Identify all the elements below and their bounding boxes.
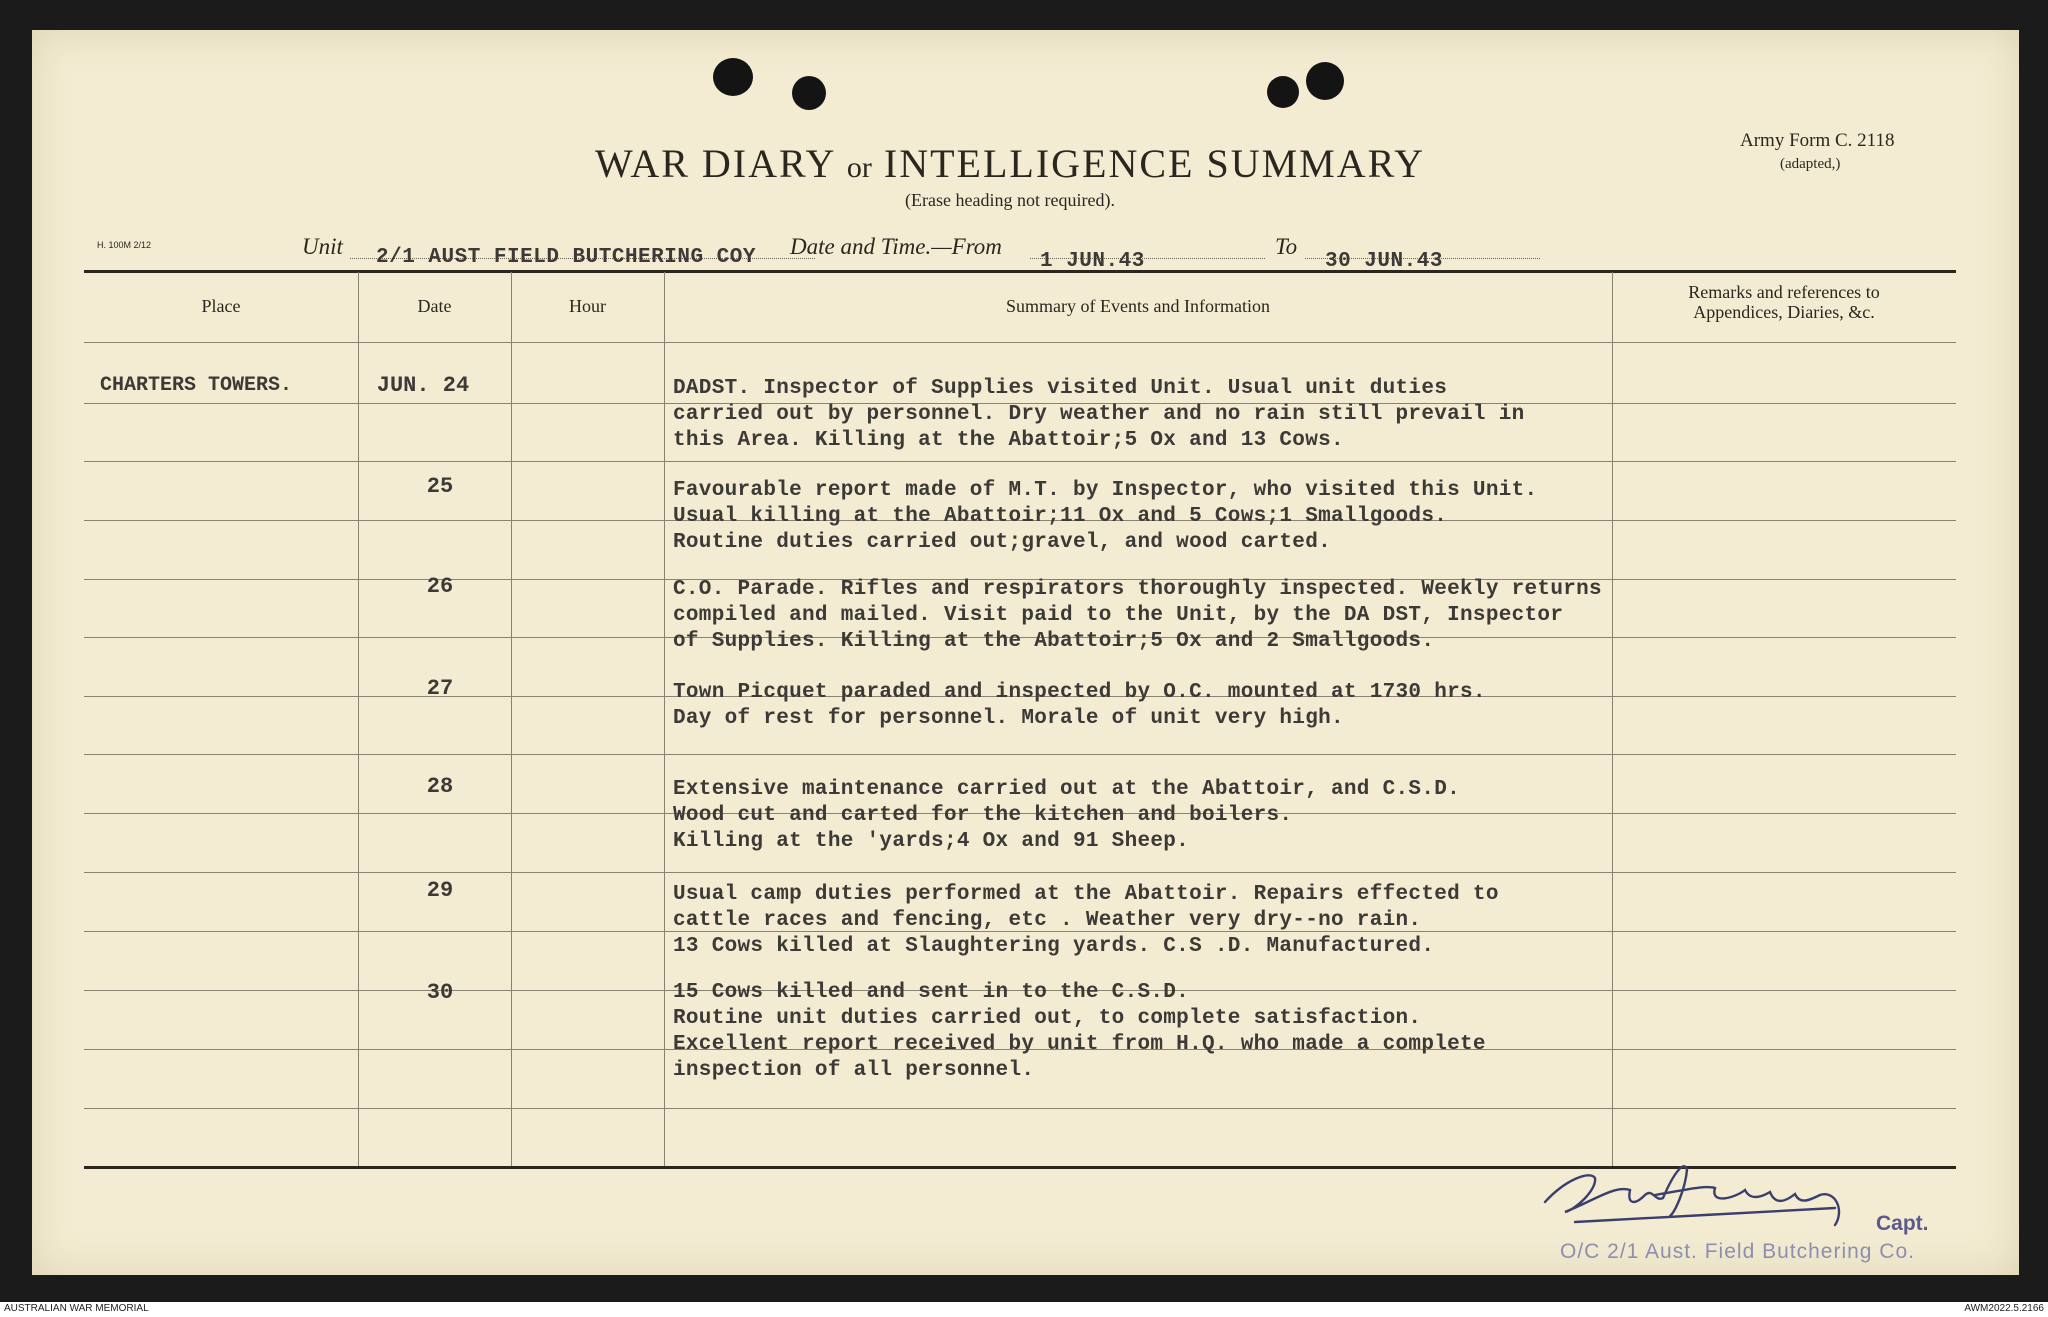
summary-line: Killing at the 'yards;4 Ox and 91 Sheep. [673, 830, 1190, 853]
document-subtitle: (Erase heading not required). [905, 190, 1115, 210]
date-time-label: Date and Time.—From [790, 234, 1002, 259]
summary-line: Wood cut and carted for the kitchen and boilers. [673, 804, 1293, 827]
summary-line: Excellent report received by unit from H.Q. who made a complete [673, 1033, 1486, 1056]
summary-line: Extensive maintenance carried out at the Abattoir, and C.S.D. [673, 778, 1461, 801]
summary-line: 15 Cows killed and sent in to the C.S.D. [673, 981, 1190, 1004]
army-form-number: Army Form C. 2118 [1740, 130, 1895, 151]
entry-summary [673, 478, 1537, 556]
column-header-hour: Hour [569, 296, 606, 316]
entry-summary [673, 577, 1602, 655]
column-divider [1612, 272, 1613, 1166]
summary-line: carried out by personnel. Dry weather and no rain still prevail in [673, 403, 1525, 426]
summary-line: this Area. Killing at the Abattoir;5 Ox and 13 Cows. [673, 429, 1344, 452]
summary-line: Town Picquet paraded and inspected by O.C. mounted at 1730 hrs. [673, 681, 1486, 704]
summary-line: Usual killing at the Abattoir;11 Ox and 5 Cows;1 Smallgoods. [673, 505, 1448, 528]
entry-summary [673, 882, 1499, 960]
summary-line: DADST. Inspector of Supplies visited Unit. Usual unit duties [673, 377, 1448, 400]
punch-hole [792, 76, 826, 110]
entry-date: 28 [426, 774, 454, 799]
summary-line: inspection of all personnel. [673, 1059, 1035, 1082]
to-date-value: 30 JUN.43 [1325, 250, 1443, 273]
summary-line: C.O. Parade. Rifles and respirators thoroughly inspected. Weekly returns [673, 578, 1602, 601]
ruled-line [84, 872, 1956, 873]
from-date-value: 1 JUN.43 [1040, 250, 1145, 273]
remarks-header-line: Appendices, Diaries, &c. [1693, 302, 1875, 322]
entry-summary [673, 680, 1486, 732]
entry-date: 25 [426, 474, 454, 499]
entry-date: JUN. 24 [376, 373, 470, 398]
archive-reference: AWM2022.5.2166 [1964, 1303, 2044, 1314]
entry-summary [673, 376, 1525, 454]
column-divider [358, 272, 359, 1166]
punch-hole [1306, 62, 1344, 100]
column-divider [511, 272, 512, 1166]
ruled-line [84, 461, 1956, 462]
place-cell: CHARTERS TOWERS. [100, 374, 293, 397]
army-form-adapted: (adapted,) [1780, 156, 1841, 172]
summary-line: cattle races and fencing, etc . Weather very dry--no rain. [673, 909, 1422, 932]
punch-hole [1267, 76, 1299, 108]
entry-date: 27 [426, 676, 454, 701]
title-or: or [846, 151, 872, 184]
summary-line: compiled and mailed. Visit paid to the Unit, by the DA DST, Inspector [673, 604, 1564, 627]
column-header-place: Place [201, 296, 241, 316]
summary-line: Routine duties carried out;gravel, and wood carted. [673, 531, 1332, 554]
form-print-code: H. 100M 2/12 [97, 240, 152, 250]
summary-line: Favourable report made of M.T. by Inspector, who visited this Unit. [673, 479, 1538, 502]
column-divider [664, 272, 665, 1166]
entry-date: 26 [426, 574, 454, 599]
column-header-remarks [1612, 282, 1956, 322]
unit-label: Unit [302, 234, 343, 259]
summary-line: Routine unit duties carried out, to complete satisfaction. [673, 1007, 1422, 1030]
table-header-rule [84, 342, 1956, 343]
title-main: WAR DIARY [595, 141, 835, 186]
unit-value: 2/1 AUST FIELD BUTCHERING COY [376, 246, 756, 269]
table-top-rule [84, 270, 1956, 273]
archive-name: AUSTRALIAN WAR MEMORIAL [4, 1303, 149, 1314]
rank-stamp: Capt. [1876, 1212, 1929, 1235]
ruled-line [84, 754, 1956, 755]
to-label: To [1275, 234, 1298, 259]
ruled-line [84, 1108, 1956, 1109]
entry-summary [673, 980, 1486, 1084]
punch-hole [713, 58, 753, 96]
document-title [560, 140, 1460, 187]
column-header-summary: Summary of Events and Information [1006, 296, 1270, 316]
remarks-header-line: Remarks and references to [1688, 282, 1880, 302]
archive-footer [0, 1302, 2048, 1317]
entry-date: 30 [426, 980, 454, 1005]
summary-line: Day of rest for personnel. Morale of unit very high. [673, 707, 1344, 730]
summary-line: Usual camp duties performed at the Abattoir. Repairs effected to [673, 883, 1499, 906]
entry-summary [673, 777, 1460, 855]
summary-line: 13 Cows killed at Slaughtering yards. C.S .D. Manufactured. [673, 935, 1435, 958]
title-end: INTELLIGENCE SUMMARY [883, 141, 1425, 186]
summary-line: of Supplies. Killing at the Abattoir;5 Ox and 2 Smallgoods. [673, 630, 1435, 653]
handwritten-signature [1535, 1150, 1875, 1240]
entry-date: 29 [426, 878, 454, 903]
column-header-date: Date [417, 296, 452, 316]
unit-stamp: O/C 2/1 Aust. Field Butchering Co. [1560, 1240, 1915, 1263]
